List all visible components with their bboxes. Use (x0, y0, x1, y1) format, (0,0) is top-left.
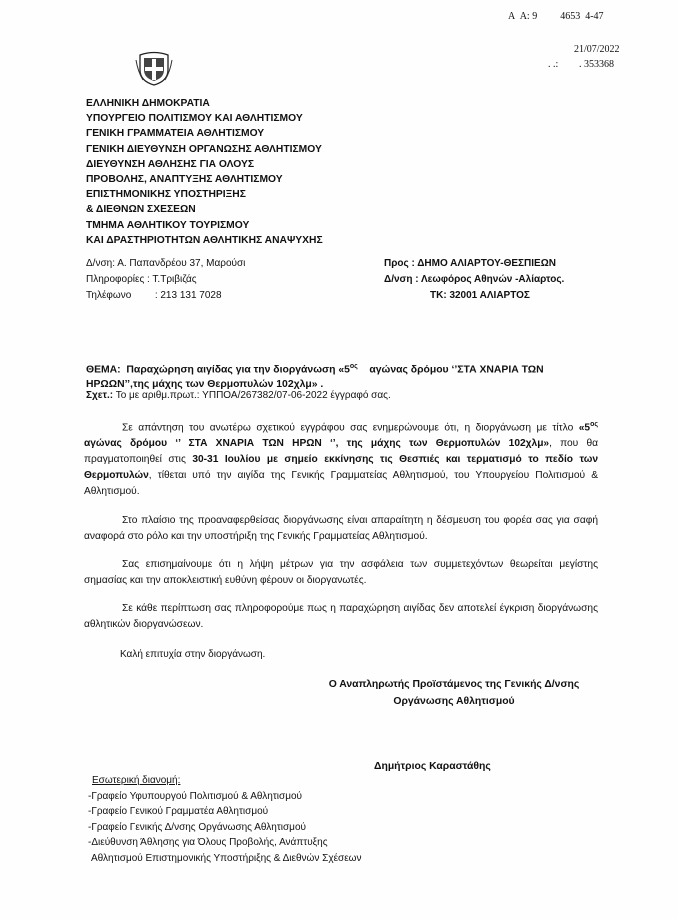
p1-intro: Σε απάντηση του ανωτέρω σχετικού εγγράφου σας ενημερώνουμε ότι, η διοργάνωση με τίτλο (122, 422, 574, 434)
distribution-item: -Γραφείο Γενικής Δ/νσης Οργάνωσης Αθλητισμού (88, 821, 306, 833)
distribution-item: -Γραφείο Γενικού Γραμματέα Αθλητισμού (88, 806, 269, 817)
sender-line: ΕΠΙΣΤΗΜΟΝΙΚΗΣ ΥΠΟΣΤΗΡΙΞΗΣ (86, 189, 246, 201)
subject-label: ΘΕΜΑ: (86, 364, 121, 376)
protocol-447: 4-47 (585, 11, 604, 22)
protocol-4653: 4653 (560, 11, 581, 22)
p1-mid: , που θα πραγματοποιηθεί στις (84, 438, 599, 466)
distribution-item: Αθλητισμού Επιστημονικής Υποστήριξης & Διεθνών Σχέσεων (91, 852, 362, 864)
subject-block (86, 359, 544, 392)
sender-line: ΔΙΕΥΘΥΝΣΗ ΑΘΛΗΣΗΣ ΓΙΑ ΟΛΟΥΣ (86, 158, 255, 170)
sender-line: ΓΕΝΙΚΗ ΔΙΕΥΘΥΝΣΗ ΟΡΓΑΝΩΣΗΣ ΑΘΛΗΤΙΣΜΟΥ (86, 143, 322, 155)
subject-line1: Παραχώρηση αιγίδας για την διοργάνωση «5 (126, 364, 350, 376)
subject-line2: ΗΡΩΩΝ’’,της μάχης των Θερμοπυλών 102χλμ» . (86, 379, 324, 391)
signature-title-1: Ο Αναπληρωτής Προϊστάμενος της Γενικής Δ/νσης (328, 679, 580, 690)
phone-label: Τηλέφωνο (86, 290, 132, 301)
sender-line: ΚΑΙ ΔΡΑΣΤΗΡΙΟΤΗΤΩΝ ΑΘΛΗΤΙΚΗΣ ΑΝΑΨΥΧΗΣ (86, 234, 323, 246)
subject-line1b: αγώνας δρόμου ‘’ΣΤΑ ΧΝΑΡΙΑ ΤΩΝ (369, 364, 544, 376)
closing-line: Καλή επιτυχία στην διοργάνωση. (120, 649, 266, 660)
signature-title-2: Οργάνωσης Αθλητισμού (393, 696, 515, 707)
sender-line: ΤΜΗΜΑ ΑΘΛΗΤΙΚΟΥ ΤΟΥΡΙΣΜΟΥ (86, 219, 250, 231)
subject-sup: ος (349, 363, 358, 370)
p1-title: αγώνας δρόμου ‘’ ΣΤΑ ΧΝΑΡΙΑ ΤΩΝ ΗΡΩΝ ‘’, της μάχης των Θερμοπυλών 102χλμ» (84, 438, 550, 450)
sender-line: ΥΠΟΥΡΓΕΙΟ ΠΟΛΙΤΙΣΜΟΥ ΚΑΙ ΑΘΛΗΤΙΣΜΟΥ (86, 113, 303, 125)
p1-title-pre: «5 (578, 422, 591, 434)
distribution-item: -Γραφείο Υφυπουργού Πολιτισμού & Αθλητισμού (88, 790, 302, 802)
protocol-a9: Α: 9 (519, 11, 538, 22)
sender-line: & ΔΙΕΘΝΩΝ ΣΧΕΣΕΩΝ (86, 204, 196, 216)
ref-number: . 353368 (579, 59, 614, 70)
related-text: Το με αριθμ.πρωτ.: ΥΠΠΟΑ/267382/07-06-2022 έγγραφό σας. (115, 390, 391, 401)
recipient-block (384, 256, 564, 304)
paragraph-1 (84, 417, 598, 500)
paragraph-3: Σας επισημαίνουμε ότι η λήψη μέτρων για την ασφάλεια των συμμετεχόντων θεωρείται μεγίστης σημασίας και την αποκλειστική ευθύνη φέρουν οι διοργανωτές. (84, 559, 598, 586)
signature-title (314, 676, 594, 710)
contact-block (86, 256, 245, 304)
coat-of-arms-icon (135, 50, 173, 86)
phone-value: : 213 131 7028 (154, 290, 222, 301)
p1-end: , τίθεται υπό την αιγίδα της Γενικής Γραμματείας Αθλητισμού, του Υπουργείου Πολιτισμού & Αθλητισμού. (84, 470, 598, 498)
sender-line: ΓΕΝΙΚΗ ΓΡΑΜΜΑΤΕΙΑ ΑΘΛΗΤΙΣΜΟΥ (86, 128, 265, 140)
recipient-postal: ΤΚ: 32001 ΑΛΙΑΡΤΟΣ (430, 290, 530, 301)
sender-block (86, 96, 323, 248)
contact-info: Πληροφορίες : Τ.Τριβιζάς (86, 274, 197, 285)
recipient-to: Προς : ΔΗΜΟ ΑΛΙΑΡΤΟΥ-ΘΕΣΠΙΕΩΝ (384, 258, 556, 269)
sender-line: ΠΡΟΒΟΛΗΣ, ΑΝΑΠΤΥΞΗΣ ΑΘΛΗΤΙΣΜΟΥ (86, 174, 283, 186)
protocol-a: Α (508, 11, 516, 22)
paragraph-2: Στο πλαίσιο της προαναφερθείσας διοργάνωσης είναι απαραίτητη η δέσμευση του φορέα σας για σαφή αναφορά στο ρόλο και την υποστήριξη της Γενικής Γραμματείας Αθλητισμού. (84, 515, 598, 542)
contact-phone (86, 288, 245, 304)
contact-address: Δ/νση: Α. Παπανδρέου 37, Μαρούσι (86, 258, 246, 269)
signatory-name: Δημήτριος Καραστάθης (374, 761, 491, 772)
distribution-heading: Εσωτερική διανομή: (92, 775, 181, 786)
paragraph-4: Σε κάθε περίπτωση σας πληροφορούμε πως η παραχώρηση αιγίδας δεν αποτελεί έγκριση διοργάνωσης αθλητικών διοργανώσεων. (84, 603, 598, 630)
distribution-block (88, 773, 361, 866)
related-label: Σχετ.: (86, 390, 114, 401)
protocol-header (508, 11, 604, 22)
ref-dots: . .: (548, 59, 559, 70)
distribution-item: -Διεύθυνση Άθλησης για Όλους Προβολής, Ανάπτυξης (88, 837, 328, 848)
sender-line: ΕΛΛΗΝΙΚΗ ΔΗΜΟΚΡΑΤΙΑ (86, 98, 210, 109)
recipient-address: Δ/νση : Λεωφόρος Αθηνών -Αλίαρτος. (384, 274, 565, 285)
related-reference (86, 390, 391, 401)
p1-dates: 30-31 Ιουλίου με σημείο εκκίνησης τις Θεσπιές και τερματισμό το πεδίο των Θερμοπυλών (84, 454, 598, 482)
p1-title-sup: ος (590, 421, 598, 428)
document-date: 21/07/2022 (574, 44, 620, 55)
